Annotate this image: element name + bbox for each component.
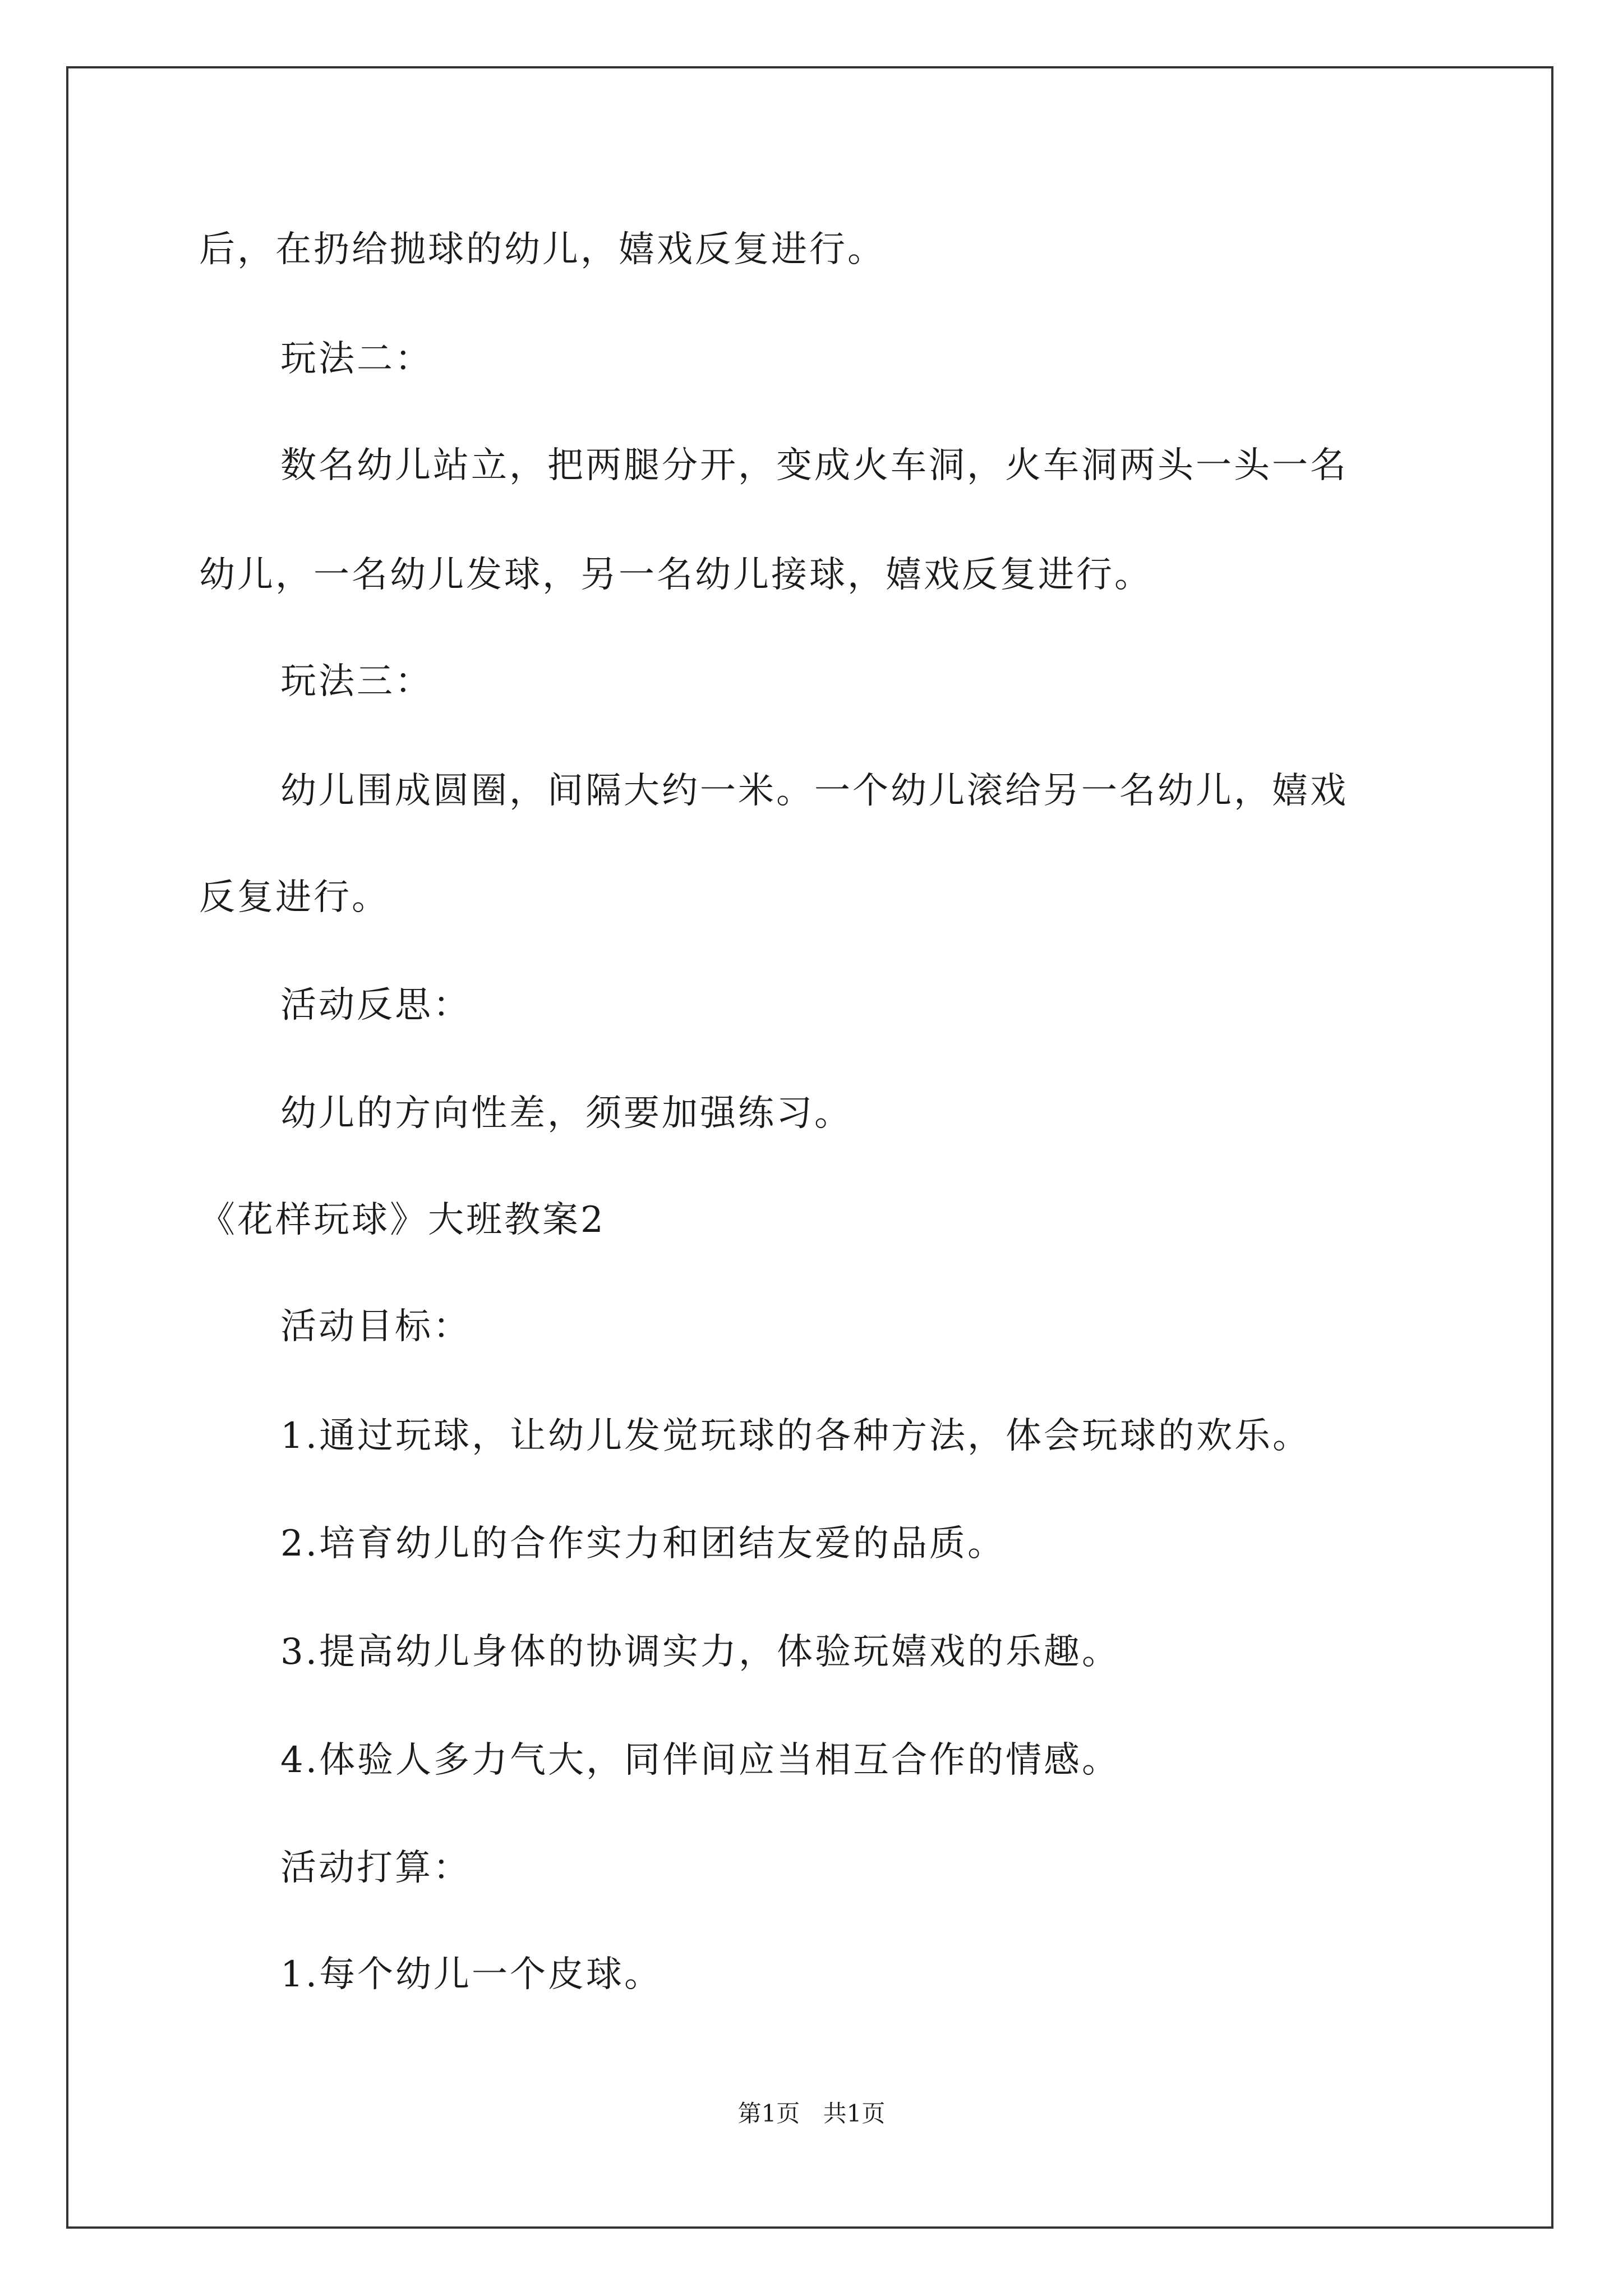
text-line-7: 反复进行。 xyxy=(199,877,390,918)
text-line-14: 3.提高幼儿身体的协调实力，体验玩嬉戏的乐趣。 xyxy=(280,1631,1121,1673)
text-line-9: 幼儿的方向性差，须要加强练习。 xyxy=(280,1093,852,1134)
text-line-3: 数名幼儿站立，把两腿分开，变成火车洞，火车洞两头一头一名 xyxy=(280,445,1348,486)
text-line-1: 后，在扔给抛球的幼儿，嬉戏反复进行。 xyxy=(199,229,886,270)
text-line-4: 幼儿，一名幼儿发球，另一名幼儿接球，嬉戏反复进行。 xyxy=(199,554,1152,596)
text-line-13: 2.培育幼儿的合作实力和团结友爱的品质。 xyxy=(280,1523,1006,1565)
text-line-12: 1.通过玩球，让幼儿发觉玩球的各种方法，体会玩球的欢乐。 xyxy=(280,1415,1311,1457)
text-line-8: 活动反思： xyxy=(280,984,471,1026)
page-total: 共1页 xyxy=(823,2100,886,2127)
text-line-11: 活动目标： xyxy=(280,1306,471,1347)
text-line-15: 4.体验人多力气大，同伴间应当相互合作的情感。 xyxy=(280,1740,1121,1781)
text-line-5: 玩法三： xyxy=(280,661,433,702)
page-footer xyxy=(0,2098,1623,2129)
text-line-6: 幼儿围成圆圈，间隔大约一米。一个幼儿滚给另一名幼儿，嬉戏 xyxy=(280,770,1348,812)
section-title: 《花样玩球》大班教案2 xyxy=(199,1199,606,1241)
text-line-2: 玩法二： xyxy=(280,338,433,380)
page-border xyxy=(66,66,1553,2229)
page-current: 第1页 xyxy=(737,2100,800,2127)
text-line-17: 1.每个幼儿一个皮球。 xyxy=(280,1954,663,1995)
text-line-16: 活动打算： xyxy=(280,1847,471,1889)
